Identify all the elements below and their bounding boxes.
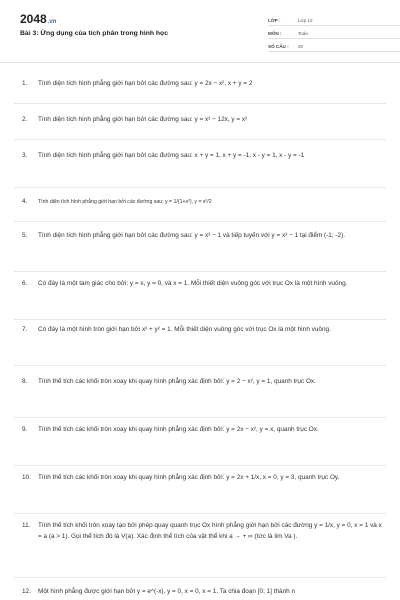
meta-value: Toán [298, 31, 308, 36]
question-text: Tính diện tích hình phẳng giới hạn bởi các đường sau: y = x³ − 1 và tiếp tuyến với y = x³ − 1 tại điểm (-1; -2). [38, 232, 346, 239]
question-number: 10. [22, 474, 31, 481]
question-number: 6. [22, 280, 28, 287]
question-number: 9. [22, 426, 28, 433]
meta-row-count [268, 40, 400, 52]
question-number: 4. [22, 198, 28, 205]
question-text: Tính thể tích các khối tròn xoay khi quay hình phẳng xác định bởi: y = 2x − x², y = x, quanh trục Ox. [38, 426, 319, 433]
question-item [14, 115, 386, 140]
question-text: Có đáy là một hình tròn giới hạn bởi x² + y² = 1. Mỗi thiết diện vuông góc với trục Ox là một hình vuông. [38, 326, 331, 333]
question-text: Có đáy là một tam giác cho bởi: y = x, y = 0, và x = 1. Mỗi thiết diện vuông góc với trục Ox là một hình vuông. [38, 280, 348, 287]
logo-suffix: .vn [47, 19, 57, 25]
header [14, 0, 386, 62]
question-item [14, 325, 386, 366]
logo-text: 2048 [20, 12, 47, 26]
meta-value: Lớp 12 [298, 18, 313, 23]
question-item [14, 521, 386, 578]
meta-row-subject [268, 27, 400, 39]
site-logo[interactable] [20, 12, 56, 26]
question-number: 2. [22, 116, 28, 123]
header-divider [0, 62, 400, 63]
question-item [14, 377, 386, 418]
question-item [14, 151, 386, 188]
question-item [14, 231, 386, 272]
question-number: 8. [22, 378, 28, 385]
lesson-title: Bài 3: Ứng dụng của tích phân trong hình học [20, 30, 168, 37]
question-number: 1. [22, 80, 28, 87]
question-item [14, 79, 386, 104]
question-item [14, 279, 386, 320]
question-item [14, 197, 386, 222]
question-text: Tính thể tích các khối tròn xoay khi quay hình phẳng xác định bởi: y = 2 − x², y = 1, quanh trục Ox. [38, 378, 316, 385]
question-item [14, 473, 386, 514]
question-text: Tính diện tích hình phẳng giới hạn bởi các đường sau: x + y = 1, x + y = -1, x - y = 1, x - y = -1 [38, 152, 305, 159]
question-text: Tính diện tích hình phẳng giới hạn bởi các đường sau: y = 2x − x², x + y = 2 [38, 80, 253, 87]
meta-row-class [268, 14, 400, 26]
meta-label: LỚP : [268, 18, 281, 23]
question-item [14, 425, 386, 466]
meta-value: 20 [298, 44, 304, 49]
question-text: Một hình phẳng được giới hạn bởi y = e^(-x), y = 0, x = 0, x = 1. Ta chia đoạn [0; 1] thành n [38, 588, 296, 595]
question-number: 7. [22, 326, 28, 333]
question-item [14, 587, 386, 600]
question-number: 12. [22, 588, 31, 595]
question-number: 5. [22, 232, 28, 239]
meta-label: MÔN : [268, 31, 282, 36]
question-text: Tính thể tích khối tròn xoay tạo bởi phép quay quanh trục Ox hình phẳng giới hạn bởi các đường y = 1/x, y = 0, x = 1 và x = a (a > 1). Gọi thể tích đó là V(a). Xác định thể tích của vật thể khi a → + ∞ (tức là lim Va ). [38, 522, 382, 540]
question-text: Tính thể tích các khối tròn xoay khi quay hình phẳng xác định bởi: y = 2x + 1/x, x = 0, y = 3, quanh trục Oy. [38, 474, 340, 481]
question-text: Tính diện tích hình phẳng giới hạn bởi các đường sau: y = x³ − 12x, y = x² [38, 116, 248, 123]
question-text: Tính diện tích hình phẳng giới hạn bởi các đường sau: y = 1/(1+x²), y = x²/2 [38, 199, 212, 205]
question-number: 3. [22, 152, 28, 159]
question-number: 11. [22, 522, 31, 529]
meta-label: SỐ CÂU : [268, 44, 289, 49]
